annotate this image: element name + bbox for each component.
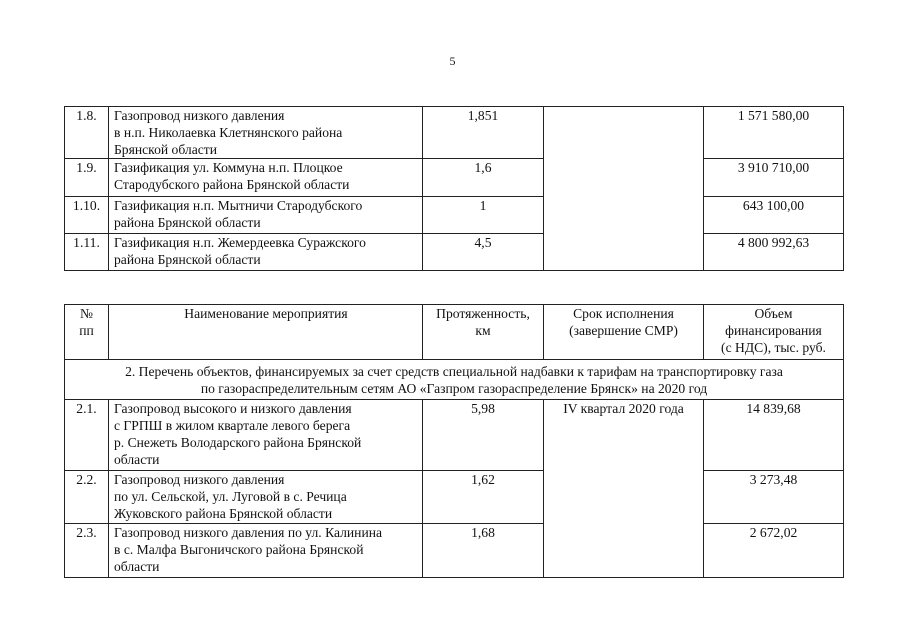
header-finance: Объем финансирования (с НДС), тыс. руб. (704, 305, 844, 360)
table-header-row (65, 305, 844, 360)
header-date: Срок исполнения (завершение СМР) (544, 305, 704, 360)
table-row (65, 197, 844, 234)
row-finance: 14 839,68 (704, 400, 844, 471)
header-name: Наименование мероприятия (109, 305, 423, 360)
header-length: Протяженность, км (423, 305, 544, 360)
objects-table-part2 (64, 304, 844, 578)
row-length: 1,68 (423, 524, 544, 578)
row-finance: 3 273,48 (704, 471, 844, 524)
row-name: Газопровод высокого и низкого давления с ГРПШ в жилом квартале левого берега р. Снежеть Володарского района Брянской области (109, 400, 423, 471)
table-row (65, 107, 844, 159)
row-name: Газопровод низкого давления в н.п. Николаевка Клетнянского района Брянской области (109, 107, 423, 159)
row-name: Газификация ул. Коммуна н.п. Плоцкое Стародубского района Брянской области (109, 159, 423, 197)
row-length: 1,6 (423, 159, 544, 197)
row-number: 1.9. (65, 159, 109, 197)
row-length: 4,5 (423, 234, 544, 271)
row-number: 2.2. (65, 471, 109, 524)
row-name: Газопровод низкого давления по ул. Калинина в с. Малфа Выгоничского района Брянской области (109, 524, 423, 578)
row-finance: 2 672,02 (704, 524, 844, 578)
table-row (65, 400, 844, 471)
table-row (65, 159, 844, 197)
row-finance: 1 571 580,00 (704, 107, 844, 159)
row-finance: 4 800 992,63 (704, 234, 844, 271)
page-number: 5 (449, 54, 456, 68)
row-name: Газификация н.п. Жемердеевка Суражского района Брянской области (109, 234, 423, 271)
row-number: 1.10. (65, 197, 109, 234)
row-number: 1.11. (65, 234, 109, 271)
header-number: № пп (65, 305, 109, 360)
row-length: 1,62 (423, 471, 544, 524)
row-number: 2.3. (65, 524, 109, 578)
table-row (65, 524, 844, 578)
row-finance: 643 100,00 (704, 197, 844, 234)
row-date: IV квартал 2020 года (544, 400, 704, 578)
row-length: 5,98 (423, 400, 544, 471)
table-row (65, 234, 844, 271)
row-length: 1 (423, 197, 544, 234)
section-title-row (65, 360, 844, 400)
row-number: 1.8. (65, 107, 109, 159)
objects-table-part1 (64, 106, 844, 271)
row-date-merged (544, 107, 704, 271)
row-number: 2.1. (65, 400, 109, 471)
row-name: Газопровод низкого давления по ул. Сельской, ул. Луговой в с. Речица Жуковского района Брянской области (109, 471, 423, 524)
row-finance: 3 910 710,00 (704, 159, 844, 197)
row-name: Газификация н.п. Мытничи Стародубского района Брянской области (109, 197, 423, 234)
row-length: 1,851 (423, 107, 544, 159)
table-row (65, 471, 844, 524)
section-title: 2. Перечень объектов, финансируемых за счет средств специальной надбавки к тарифам на транспортировку газа по газораспределительным сетям АО «Газпром газораспределение Брянск» на 2020 год (65, 360, 844, 400)
